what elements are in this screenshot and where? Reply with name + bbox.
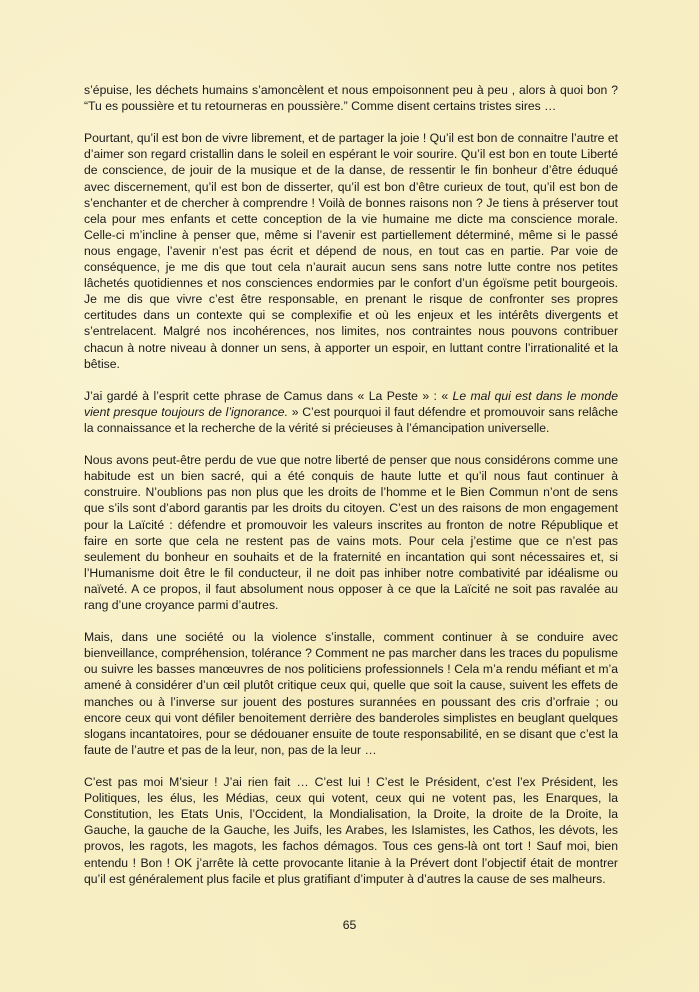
body-text [84, 82, 618, 887]
paragraph-4: Nous avons peut-être perdu de vue que notre liberté de penser que nous considérons comme une habitude est un bien sacré, qui a été conquis de haute lutte et qu’il nous faut continuer à construire. N’oublions pas non plus que les droits de l’homme et le Bien Commun n’ont de sens que s’ils sont d’abord garantis par les droits du citoyen. C’est un des raisons de mon engagement pour la Laïcité : défendre et promouvoir les valeurs inscrites au fronton de notre République et faire en sorte que cela ne restent pas de vains mots. Pour cela j’estime que ce n’est pas seulement du bonheur en souhaits et de la fraternité en incantation qui sont nécessaires et, si l’Humanisme doit être le fil conducteur, il ne doit pas inhiber notre combativité par idéalisme ou naïveté. A ce propos, il faut absolument nous opposer à ce que la Laïcité ne soit pas ravalée au rang d’une croyance parmi d’autres. [84, 453, 618, 612]
paragraph-3-rest: » C’est pourquoi il faut défendre et promouvoir sans relâche la connaissance et la recherche de la vérité si précieuses à l’émancipation universelle. [84, 404, 618, 435]
paragraph-1: s’épuise, les déchets humains s’amoncèlent et nous empoisonnent peu à peu , alors à quoi bon ? “Tu es poussière et tu retourneras en poussière.” Comme disent certains tristes sires … [84, 83, 618, 114]
paragraph-6: C’est pas moi M’sieur ! J’ai rien fait … C’est lui ! C’est le Président, c’est l’ex Président, les Politiques, les élus, les Médias, ceux qui votent, ceux qui ne votent pas, les Enarques, la Constitution, les Etats Unis, l’Occident, la Mondialisation, la Droite, la droite de la Droite, la Gauche, la gauche de la Gauche, les Juifs, les Arabes, les Islamistes, les Cathos, les dévots, les provos, les ragots, les magots, les fachos démagos. Tous ces gens-là ont tort ! Sauf moi, bien entendu ! Bon ! OK j’arrête là cette provocante litanie à la Prévert dont l’objectif était de montrer qu’il est généralement plus facile et plus gratifiant d’imputer à d’autres la cause de ses malheurs. [84, 775, 618, 886]
camus-quote: Le mal qui est dans le monde vient presque toujours de l’ignorance. [84, 388, 618, 419]
paragraph-5: Mais, dans une société ou la violence s’installe, comment continuer à se conduire avec bienveillance, compréhension, tolérance ? Comment ne pas marcher dans les traces du populisme ou suivre les basses manœuvres de nos politiciens professionnels ! Cela m’a rendu méfiant et m’a amené à considérer d’un œil plutôt critique ceux qui, quelle que soit la cause, suivent les effets de manches ou à l’inverse sur jouent des postures surannées en poussant des cris d’orfraie ; ou encore ceux qui vont défiler benoitement derrière des banderoles simplistes en beuglant quelques slogans incantatoires, pour se dédouaner ensuite de toute responsabilité, en se disant que c’est la faute de l’autre et pas de la leur, non, pas de la leur … [84, 630, 618, 757]
page-number: 65 [342, 918, 357, 932]
paragraph-2: Pourtant, qu’il est bon de vivre librement, et de partager la joie ! Qu’il est bon de connaitre l’autre et d’aimer son regard cristallin dans le soleil en espérant le voir sourire. Qu’il est bon en toute Liberté de conscience, de jouir de la musique et de la danse, de ressentir le fin bonheur d’être éduqué avec discernement, qu’il est bon de disserter, qu’il est bon d’être curieux de tout, qu’il est bon de s’enchanter et de chercher à comprendre ! Voilà de bonnes raisons non ? Je tiens à préserver tout cela pour mes enfants et cette conception de la vie humaine me dicte ma conscience morale. Celle-ci m’incline à penser que, même si l’avenir est partiellement déterminé, même si le passé nous engage, l’avenir n’est pas écrit et dépend de nous, en tout cas en partie. Par voie de conséquence, je me dis que tout cela n’aurait aucun sens sans notre lutte contre nos petites lâchetés quotidiennes et nos consciences endormies par le confort d’un égoïsme petit bourgeois. Je me dis que vivre c’est être responsable, en prenant le risque de confronter ses propres certitudes dans un contexte qui se complexifie et où les enjeux et les intérêts divergents et s’entrelacent. Malgré nos incohérences, nos limites, nos contraintes nous pouvons contribuer chacun à notre niveau à donner un sens, à apporter un espoir, en luttant contre l’irrationalité et la bêtise. [84, 131, 618, 371]
paragraph-3-camus-quote [84, 388, 618, 436]
paragraph-3-intro: J’ai gardé à l’esprit cette phrase de Camus dans « La Peste » : « [84, 388, 453, 403]
